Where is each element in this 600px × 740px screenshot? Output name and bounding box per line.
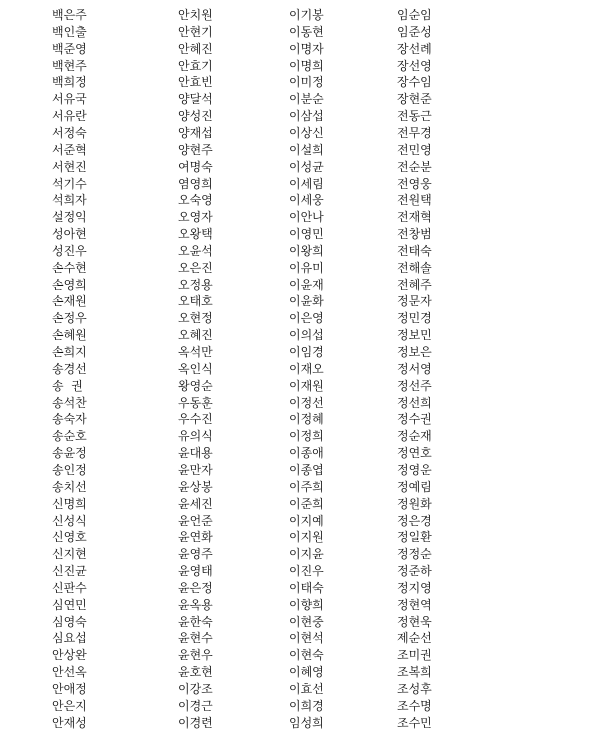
name-cell: 송 권	[52, 378, 83, 393]
name-cell: 백현주	[52, 58, 87, 73]
name-cell: 백준영	[52, 41, 87, 56]
name-cell: 우동훈	[178, 395, 213, 410]
name-cell: 송숙자	[52, 412, 87, 427]
name-cell: 여명숙	[178, 159, 213, 174]
name-cell: 이효선	[289, 682, 324, 696]
name-cell: 윤현우	[178, 648, 213, 663]
name-cell: 송인정	[52, 462, 87, 477]
name-cell: 서준혁	[52, 142, 87, 157]
name-cell: 석희자	[52, 193, 87, 208]
name-cell: 정수권	[397, 412, 432, 427]
name-cell: 안치원	[178, 8, 213, 22]
name-cell: 임순임	[397, 8, 432, 22]
name-cell: 이종애	[289, 446, 324, 461]
name-cell: 장선영	[397, 58, 432, 73]
name-cell: 안효기	[178, 58, 213, 73]
name-cell: 이강조	[178, 682, 213, 696]
name-cell: 조복희	[397, 665, 432, 680]
name-cell: 이현숙	[289, 648, 324, 663]
name-cell: 설정익	[52, 210, 87, 225]
name-cell: 전재혁	[397, 210, 432, 225]
name-cell: 손수현	[52, 260, 87, 275]
name-cell: 오은진	[178, 260, 213, 275]
name-cell: 이삼섭	[289, 109, 324, 124]
name-cell: 전영웅	[397, 176, 432, 191]
name-cell: 신판수	[52, 580, 87, 595]
name-cell: 이희경	[289, 698, 324, 713]
name-cell: 정준하	[397, 564, 432, 579]
name-cell: 오숙영	[178, 193, 213, 208]
name-cell: 이세웅	[289, 193, 324, 208]
name-cell: 안효빈	[178, 75, 213, 90]
name-cell: 손혜원	[52, 328, 87, 343]
name-cell: 이종엽	[289, 462, 324, 477]
name-cell: 정예림	[397, 479, 432, 494]
name-cell: 왕영순	[178, 378, 213, 393]
name-cell: 손정우	[52, 311, 87, 326]
name-cell: 이현석	[289, 631, 324, 646]
name-cell: 이준희	[289, 496, 324, 511]
name-cell: 이주희	[289, 479, 324, 494]
name-cell: 이윤화	[289, 294, 324, 309]
name-cell: 윤연화	[178, 530, 213, 545]
name-cell: 이명자	[289, 41, 324, 56]
name-cell: 오태호	[178, 294, 213, 309]
name-cell: 이태숙	[289, 580, 324, 595]
name-cell: 백희정	[52, 75, 87, 90]
name-cell: 이재원	[289, 378, 324, 393]
name-cell: 전태숙	[397, 243, 432, 258]
name-cell: 안은지	[52, 698, 87, 713]
name-cell: 이향희	[289, 597, 324, 612]
name-cell: 전창범	[397, 227, 432, 242]
name-cell: 이경련	[178, 715, 213, 730]
name-cell: 오왕택	[178, 227, 213, 242]
name-cell: 조성후	[397, 682, 432, 696]
name-cell: 이왕희	[289, 243, 324, 258]
name-cell: 이경근	[178, 698, 213, 713]
name-cell: 제순선	[397, 631, 432, 646]
name-cell: 서정숙	[52, 125, 87, 140]
name-cell: 심영숙	[52, 614, 87, 629]
name-cell: 장현준	[397, 92, 432, 107]
name-cell: 오혜진	[178, 328, 213, 343]
name-cell: 안재성	[52, 715, 87, 730]
name-cell: 이정희	[289, 429, 324, 444]
name-cell: 이지윤	[289, 547, 324, 562]
name-cell: 신성식	[52, 513, 87, 528]
name-cell: 유의식	[178, 429, 213, 444]
name-cell: 정원화	[397, 496, 432, 511]
name-cell: 임준성	[397, 24, 432, 39]
name-cell: 정지영	[397, 580, 432, 595]
name-cell: 신명희	[52, 496, 87, 511]
name-cell: 이유미	[289, 260, 324, 275]
name-cell: 양성진	[178, 109, 213, 124]
name-cell: 이윤재	[289, 277, 324, 292]
name-cell: 이임경	[289, 345, 324, 359]
name-cell: 신진균	[52, 564, 87, 579]
name-cell: 정현역	[397, 597, 432, 612]
name-cell: 윤호현	[178, 665, 213, 680]
name-cell: 윤한숙	[178, 614, 213, 629]
name-cell: 정은경	[397, 513, 432, 528]
name-cell: 전무경	[397, 125, 432, 140]
name-cell: 이명희	[289, 58, 324, 73]
name-cell: 옥석만	[178, 345, 213, 359]
name-cell: 전원택	[397, 193, 432, 208]
name-cell: 정영운	[397, 462, 432, 477]
name-cell: 양재섭	[178, 125, 213, 140]
name-cell: 이성균	[289, 159, 324, 174]
name-cell: 이지원	[289, 530, 324, 545]
name-cell: 정보은	[397, 345, 432, 359]
name-cell: 신지현	[52, 547, 87, 562]
name-cell: 오윤석	[178, 243, 213, 258]
name-cell: 양현주	[178, 142, 213, 157]
name-cell: 손재원	[52, 294, 87, 309]
name-cell: 손희지	[52, 345, 87, 359]
name-cell: 정민경	[397, 311, 432, 326]
name-cell: 정선희	[397, 395, 432, 410]
name-cell: 양달석	[178, 92, 213, 107]
name-cell: 전혜주	[397, 277, 432, 292]
name-cell: 조미권	[397, 648, 432, 663]
name-cell: 안애정	[52, 682, 87, 696]
name-cell: 오현정	[178, 311, 213, 326]
name-cell: 옥인식	[178, 361, 213, 376]
name-cell: 이기봉	[289, 8, 324, 22]
name-cell: 이미정	[289, 75, 324, 90]
name-cell: 이혜영	[289, 665, 324, 680]
name-cell: 신영호	[52, 530, 87, 545]
name-cell: 윤옥용	[178, 597, 213, 612]
name-cell: 윤상봉	[178, 479, 213, 494]
name-cell: 윤은정	[178, 580, 213, 595]
name-cell: 오정용	[178, 277, 213, 292]
name-cell: 윤현수	[178, 631, 213, 646]
name-cell: 이은영	[289, 311, 324, 326]
name-cell: 이의섭	[289, 328, 324, 343]
name-cell: 이재오	[289, 361, 324, 376]
name-cell: 전순분	[397, 159, 432, 174]
name-cell: 정선주	[397, 378, 432, 393]
name-cell: 손영희	[52, 277, 87, 292]
name-cell: 송순호	[52, 429, 87, 444]
name-cell: 정보민	[397, 328, 432, 343]
name-cell: 정문자	[397, 294, 432, 309]
name-cell: 전동근	[397, 109, 432, 124]
name-cell: 송치선	[52, 479, 87, 494]
name-cell: 오영자	[178, 210, 213, 225]
name-cell: 이상신	[289, 125, 324, 140]
name-cell: 윤대용	[178, 446, 213, 461]
name-cell: 이안나	[289, 210, 324, 225]
name-cell: 성진우	[52, 243, 87, 258]
name-cell: 정현욱	[397, 614, 432, 629]
name-cell: 이진우	[289, 564, 324, 579]
name-cell: 이설희	[289, 142, 324, 157]
name-cell: 조수민	[397, 715, 432, 730]
name-cell: 이지예	[289, 513, 324, 528]
name-cell: 백은주	[52, 8, 87, 22]
name-cell: 안현기	[178, 24, 213, 39]
name-cell: 송경선	[52, 361, 87, 376]
name-cell: 윤영주	[178, 547, 213, 562]
name-cell: 이영민	[289, 227, 324, 242]
name-cell: 염영희	[178, 176, 213, 191]
name-cell: 정정순	[397, 547, 432, 562]
name-cell: 조수명	[397, 698, 432, 713]
name-cell: 안선옥	[52, 665, 87, 680]
name-cell: 전해솔	[397, 260, 432, 275]
name-cell: 정일환	[397, 530, 432, 545]
name-cell: 성아현	[52, 227, 87, 242]
name-cell: 전민영	[397, 142, 432, 157]
name-cell: 심연민	[52, 597, 87, 612]
name-cell: 안상완	[52, 648, 87, 663]
name-cell: 정연호	[397, 446, 432, 461]
name-row	[0, 712, 600, 734]
name-cell: 심요섭	[52, 631, 87, 646]
name-cell: 우수진	[178, 412, 213, 427]
name-cell: 이동현	[289, 24, 324, 39]
name-cell: 정순재	[397, 429, 432, 444]
name-cell: 송윤정	[52, 446, 87, 461]
name-cell: 이현중	[289, 614, 324, 629]
name-cell: 장수임	[397, 75, 432, 90]
name-cell: 이정혜	[289, 412, 324, 427]
name-cell: 윤세진	[178, 496, 213, 511]
name-cell: 임성희	[289, 715, 324, 730]
name-cell: 이정선	[289, 395, 324, 410]
name-cell: 이분순	[289, 92, 324, 107]
name-cell: 이세림	[289, 176, 324, 191]
name-cell: 윤영태	[178, 564, 213, 579]
name-cell: 장선례	[397, 41, 432, 56]
name-cell: 서유란	[52, 109, 87, 124]
name-cell: 서현진	[52, 159, 87, 174]
name-cell: 백인출	[52, 24, 87, 39]
name-cell: 윤언준	[178, 513, 213, 528]
name-cell: 정서영	[397, 361, 432, 376]
name-cell: 안혜진	[178, 41, 213, 56]
name-cell: 서유국	[52, 92, 87, 107]
name-cell: 윤만자	[178, 462, 213, 477]
name-cell: 석기수	[52, 176, 87, 191]
name-cell: 송석찬	[52, 395, 87, 410]
